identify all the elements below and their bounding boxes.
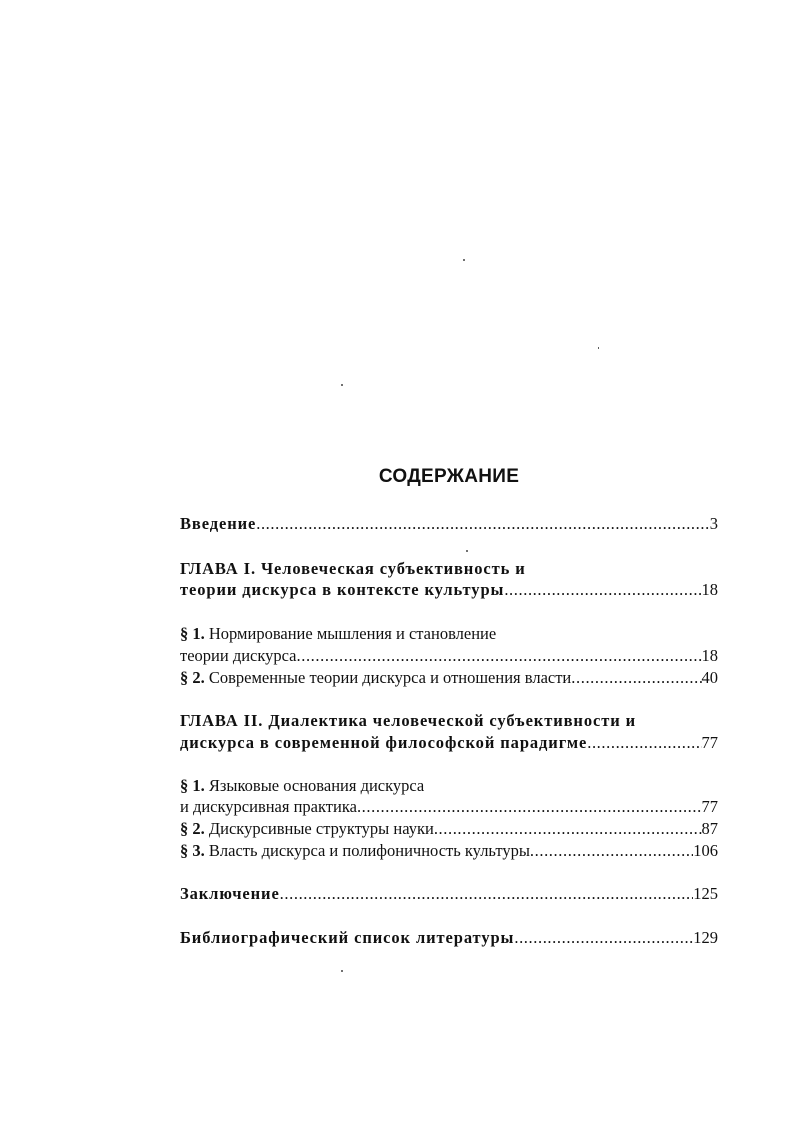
- toc-entry-title: Дискурсивные структуры науки: [208, 819, 434, 838]
- dot-leader: [434, 819, 702, 839]
- toc-entry-section-2-3[interactable]: [180, 841, 718, 861]
- toc-entry-section-2-1[interactable]: [180, 797, 718, 817]
- toc-entry-introduction[interactable]: [180, 514, 718, 534]
- toc-page-number: 125: [693, 884, 718, 903]
- toc-entry-title: теории дискурса в контексте культуры: [180, 580, 505, 599]
- toc-entry-section-1-2[interactable]: [180, 668, 718, 688]
- toc-page-number: 87: [701, 819, 718, 838]
- toc-entry-conclusion[interactable]: [180, 884, 718, 904]
- toc-page-number: 106: [693, 841, 718, 860]
- toc-entry-section-2-1-line1[interactable]: [180, 776, 718, 796]
- dot-leader: [587, 733, 701, 753]
- section-number: § 1.: [180, 624, 205, 643]
- scan-speck: [463, 259, 465, 261]
- section-number: § 3.: [180, 841, 205, 860]
- toc-entry-title: Языковые основания дискурса: [208, 776, 425, 795]
- toc-entry-title: Нормирование мышления и становление: [208, 624, 497, 643]
- scan-speck: [598, 347, 599, 349]
- toc-page-number: 3: [709, 514, 718, 533]
- toc-page-number: 18: [701, 580, 718, 599]
- toc-page-number: 40: [701, 668, 718, 687]
- toc-entry-bibliography[interactable]: [180, 928, 718, 948]
- toc-entry-title: дискурса в современной философской парадигме: [180, 733, 588, 752]
- toc-entry-section-2-2[interactable]: [180, 819, 718, 839]
- toc-entry-title: и дискурсивная практика: [180, 797, 357, 816]
- toc-entry-title: ГЛАВА II. Диалектика человеческой субъективности и: [180, 711, 637, 730]
- dot-leader: [504, 580, 701, 600]
- scan-speck: [466, 550, 468, 552]
- toc-entry-title: теории дискурса: [180, 646, 297, 665]
- toc-entry-section-1-1[interactable]: [180, 646, 718, 666]
- toc-entry-chapter-1-line1[interactable]: [180, 559, 718, 579]
- toc-entry-title: Заключение: [180, 884, 280, 903]
- page-title: СОДЕРЖАНИЕ: [378, 466, 520, 487]
- toc-entry-title: Введение: [180, 514, 257, 533]
- toc-entry-title: ГЛАВА I. Человеческая субъективность и: [180, 559, 526, 578]
- toc-entry-title: Власть дискурса и полифоничность культуры: [208, 841, 530, 860]
- toc-entry-title: Библиографический список литературы: [180, 928, 515, 947]
- section-number: § 1.: [180, 776, 205, 795]
- dot-leader: [280, 884, 694, 904]
- section-number: § 2.: [180, 819, 205, 838]
- toc-entry-chapter-1[interactable]: [180, 580, 718, 600]
- toc-entry-section-1-1-line1[interactable]: [180, 624, 718, 644]
- toc-entry-chapter-2-line1[interactable]: [180, 711, 718, 731]
- dot-leader: [530, 841, 693, 861]
- scan-speck: [341, 970, 343, 972]
- scan-speck: [341, 384, 343, 386]
- dot-leader: [357, 797, 702, 817]
- dot-leader: [256, 514, 710, 534]
- toc-page-number: 77: [701, 797, 718, 816]
- toc-page-number: 77: [701, 733, 718, 752]
- toc-entry-chapter-2[interactable]: [180, 733, 718, 753]
- toc-page-number: 129: [693, 928, 718, 947]
- dot-leader: [297, 646, 702, 666]
- section-number: § 2.: [180, 668, 205, 687]
- toc-entry-title: Современные теории дискурса и отношения власти: [208, 668, 572, 687]
- dot-leader: [571, 668, 701, 688]
- dot-leader: [514, 928, 693, 948]
- toc-page-number: 18: [701, 646, 718, 665]
